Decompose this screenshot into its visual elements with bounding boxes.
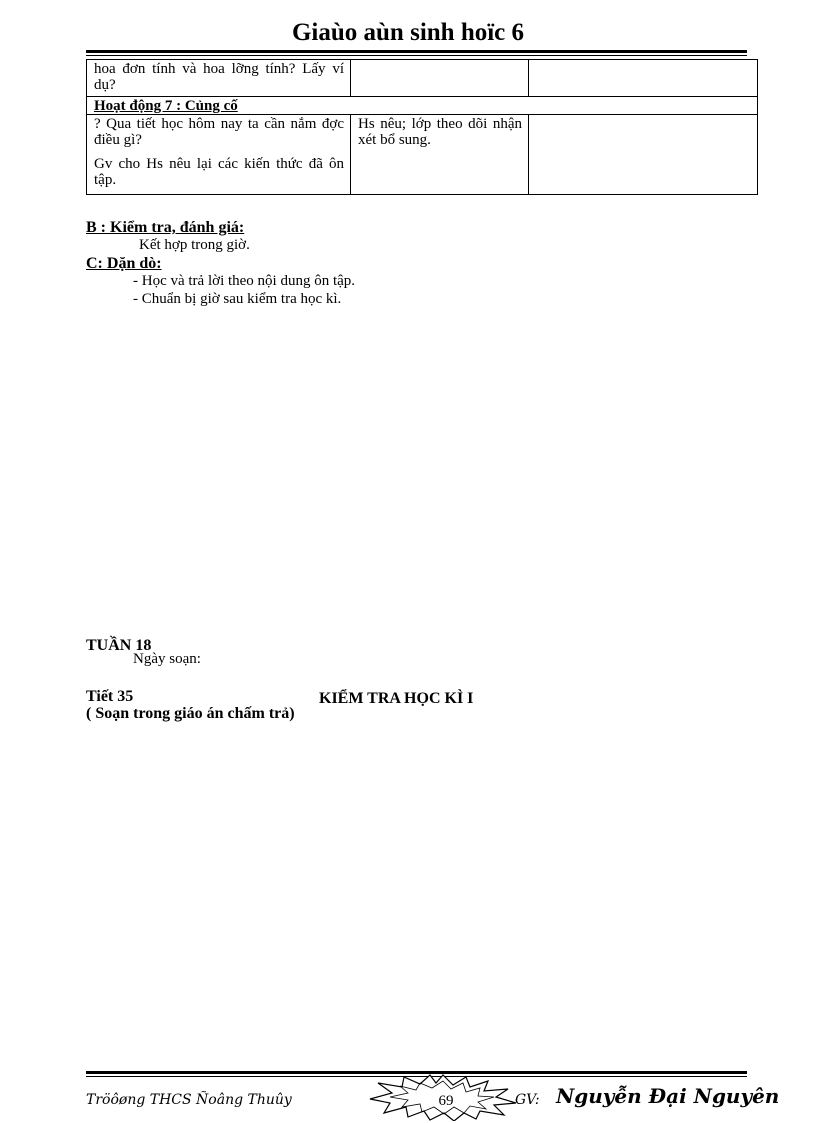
page-number: 69 (438, 1093, 454, 1109)
teacher-signature: Nguyễn Đại Nguyên (556, 1084, 780, 1108)
table-cell (529, 115, 758, 195)
table-cell (87, 115, 351, 195)
cell-text: Hs nêu; lớp theo dõi nhận xét bổ sung. (358, 116, 522, 148)
section-c-heading: C: Dặn dò: (86, 255, 162, 272)
lesson-title: KIỂM TRA HỌC KÌ I (319, 690, 474, 707)
header-rule-thick (86, 50, 747, 53)
section-b-text: Kết hợp trong giờ. (139, 237, 250, 253)
table-cell (351, 60, 529, 97)
table-cell (529, 60, 758, 97)
activity-heading: Hoạt động 7 : Củng cố (87, 97, 758, 115)
cell-paragraph: ? Qua tiết học hôm nay ta cần nắm đợc điều gì? (94, 116, 344, 148)
school-name: Tröôøng THCS Ñoâng Thuûy (86, 1092, 292, 1108)
list-item: - Chuẩn bị giờ sau kiểm tra học kì. (133, 291, 342, 307)
teacher-prefix: GV: (515, 1092, 540, 1108)
cell-text: hoa đơn tính và hoa lỡng tính? Lấy ví dụ? (94, 61, 344, 93)
date-label: Ngày soạn: (133, 651, 201, 667)
section-b-heading: B : Kiểm tra, đánh giá: (86, 219, 245, 236)
activity-table (86, 59, 758, 195)
table-cell (351, 115, 529, 195)
table-row (87, 97, 758, 115)
lesson-note: ( Soạn trong giáo án chấm trả) (86, 705, 295, 722)
page-title: Giaùo aùn sinh hoïc 6 (291, 19, 525, 46)
table-row (87, 60, 758, 97)
week-label: TUẦN 18 (86, 637, 152, 654)
lesson-number: Tiết 35 (86, 688, 134, 705)
header-rule-thin (86, 55, 747, 56)
list-item: - Học và trả lời theo nội dung ôn tập. (133, 273, 356, 289)
table-row (87, 115, 758, 195)
table-cell (87, 60, 351, 97)
cell-paragraph: Gv cho Hs nêu lại các kiến thức đã ôn tập. (94, 156, 344, 188)
